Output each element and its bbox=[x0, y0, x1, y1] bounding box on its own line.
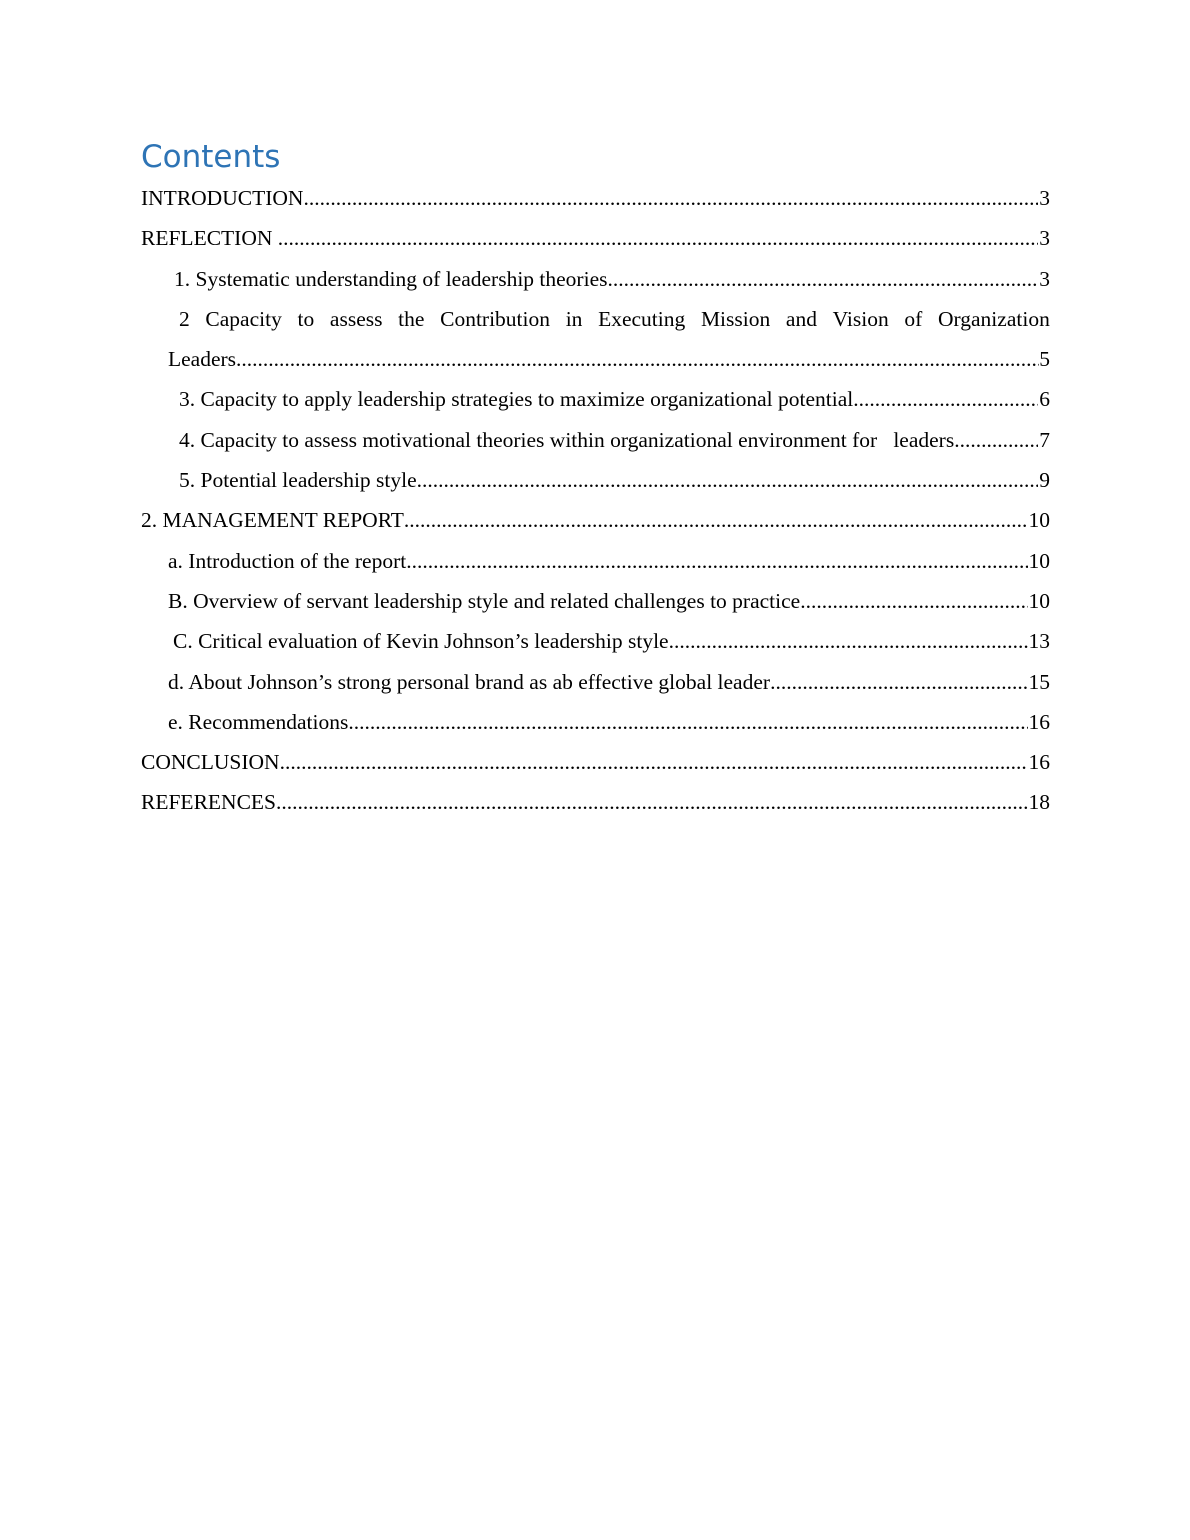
toc-entry-label: 1. Systematic understanding of leadership theories bbox=[174, 266, 608, 291]
dot-leader bbox=[404, 500, 1028, 540]
toc-entry-page: 10 bbox=[1028, 508, 1050, 533]
toc-word: Vision bbox=[832, 306, 889, 331]
toc-word: to bbox=[297, 306, 315, 331]
toc-entry-capacity-contribution[interactable] bbox=[141, 299, 1050, 380]
toc-word: and bbox=[785, 306, 817, 331]
toc-entry-label: e. Recommendations bbox=[168, 709, 349, 734]
toc-entry-page: 13 bbox=[1028, 629, 1050, 654]
toc-entry-label: 5. Potential leadership style bbox=[179, 468, 417, 493]
toc-entry-label: d. About Johnson’s strong personal brand as ab effective global leader bbox=[168, 669, 771, 694]
toc-entry-page: 9 bbox=[1039, 468, 1050, 493]
toc-entry-recommendations[interactable] bbox=[141, 702, 1050, 742]
toc-word: Organization bbox=[937, 306, 1050, 331]
dot-leader bbox=[770, 662, 1027, 702]
toc-entry-leadership-strategies[interactable] bbox=[141, 379, 1050, 419]
dot-leader bbox=[853, 379, 1038, 419]
toc-entry-page: 18 bbox=[1028, 790, 1050, 815]
toc-entry-page: 3 bbox=[1039, 186, 1050, 210]
toc-entry-critical-evaluation[interactable] bbox=[141, 621, 1050, 661]
dot-leader bbox=[303, 178, 1038, 218]
toc-entry-label: CONCLUSION bbox=[141, 750, 280, 775]
toc-entry-label: Leaders bbox=[168, 347, 237, 372]
dot-leader bbox=[406, 541, 1027, 581]
dot-leader bbox=[800, 581, 1027, 621]
toc-entry-personal-brand[interactable] bbox=[141, 662, 1050, 702]
toc-entry-page: 15 bbox=[1028, 669, 1050, 694]
toc-entry-references[interactable] bbox=[141, 782, 1050, 822]
toc-word: the bbox=[398, 306, 425, 331]
toc-entry-label-line2 bbox=[141, 339, 1050, 379]
toc-entry-potential-leadership-style[interactable] bbox=[141, 460, 1050, 500]
toc-word: of bbox=[904, 306, 923, 331]
toc-word: Capacity bbox=[205, 306, 282, 331]
toc-word: 2 bbox=[179, 306, 190, 331]
toc-entry-label-line1 bbox=[141, 299, 1050, 339]
toc-entry-label: 4. Capacity to assess motivational theories within organizational environment for leaders bbox=[179, 427, 955, 452]
toc-word: Mission bbox=[700, 306, 771, 331]
toc-entry-page: 5 bbox=[1039, 347, 1050, 372]
toc-entry-management-report[interactable] bbox=[141, 500, 1050, 540]
toc-entry-label: 2. MANAGEMENT REPORT bbox=[141, 508, 404, 533]
dot-leader bbox=[278, 218, 1038, 258]
toc-word: Executing bbox=[598, 306, 686, 331]
dot-leader bbox=[276, 782, 1028, 822]
table-of-contents bbox=[141, 136, 1050, 823]
toc-entry-label: REFERENCES bbox=[141, 790, 276, 815]
toc-entry-label: a. Introduction of the report bbox=[168, 548, 407, 573]
toc-entry-page: 10 bbox=[1028, 588, 1050, 613]
toc-entry-label: B. Overview of servant leadership style and related challenges to practice bbox=[168, 588, 801, 613]
toc-list bbox=[141, 178, 1050, 823]
toc-entry-page: 7 bbox=[1039, 427, 1050, 452]
toc-entry-label: 3. Capacity to apply leadership strategies to maximize organizational potential bbox=[179, 387, 854, 412]
toc-entry-conclusion[interactable] bbox=[141, 742, 1050, 782]
toc-heading: Contents bbox=[141, 139, 281, 175]
dot-leader bbox=[280, 742, 1028, 782]
toc-entry-page: 6 bbox=[1039, 387, 1050, 412]
toc-entry-introduction[interactable] bbox=[141, 178, 1050, 218]
toc-entry-servant-leadership[interactable] bbox=[141, 581, 1050, 621]
toc-entry-introduction-report[interactable] bbox=[141, 541, 1050, 581]
dot-leader bbox=[417, 460, 1039, 500]
dot-leader bbox=[669, 621, 1028, 661]
dot-leader bbox=[236, 339, 1039, 379]
toc-entry-page: 16 bbox=[1028, 750, 1050, 775]
toc-word: assess bbox=[329, 306, 383, 331]
toc-entry-label: REFLECTION bbox=[141, 226, 278, 251]
dot-leader bbox=[607, 259, 1038, 299]
toc-entry-systematic-understanding[interactable] bbox=[141, 259, 1050, 299]
toc-entry-page: 10 bbox=[1028, 548, 1050, 573]
dot-leader bbox=[348, 702, 1027, 742]
toc-entry-label: C. Critical evaluation of Kevin Johnson’s leadership style bbox=[173, 629, 669, 654]
toc-entry-reflection[interactable] bbox=[141, 218, 1050, 258]
dot-leader bbox=[954, 420, 1038, 460]
toc-word: Contribution bbox=[440, 306, 551, 331]
toc-entry-page: 3 bbox=[1039, 226, 1050, 251]
toc-entry-page: 16 bbox=[1028, 709, 1050, 734]
toc-entry-motivational-theories[interactable] bbox=[141, 420, 1050, 460]
toc-word: in bbox=[565, 306, 583, 331]
toc-entry-page: 3 bbox=[1039, 266, 1050, 291]
toc-entry-label: INTRODUCTION bbox=[141, 186, 304, 210]
